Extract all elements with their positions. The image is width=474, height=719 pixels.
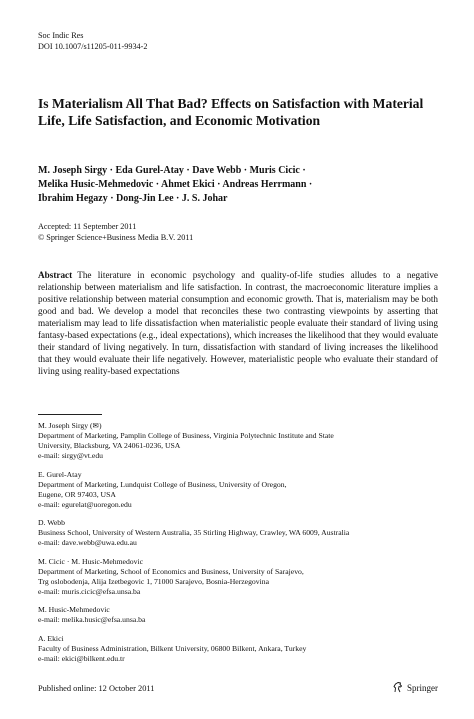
affiliation-name: M. Husic-Mehmedovic: [38, 605, 110, 614]
abstract-text: The literature in economic psychology and quality-of-life studies alludes to a negative relationship between materialism and life satisfaction. In contrast, the macroeconomic literature implies a positive relationship between material consumption and economic growth. That is, materialism may be both good and bad. We develop a model that reconciles these two contrasting viewpoints by asserting that materialism may lead to life dissatisfaction when materialistic people evaluate their standard of living using fantasy-based expectations (e.g., ideal expectations), which increases the likelihood that they would evaluate their standard of living negatively. In turn, dissatisfaction with standard of living increases the likelihood that they would evaluate their life negatively. However, materialistic people who evaluate their standard of living using reality-based expectations: [38, 270, 438, 376]
affiliation-line: Faculty of Business Administration, Bilkent University, 06800 Bilkent, Ankara, Turkey: [38, 643, 307, 653]
journal-header: [38, 30, 147, 52]
affiliation-line: Eugene, OR 97403, USA: [38, 489, 116, 499]
abstract-label: Abstract: [38, 270, 73, 280]
affiliation-line: Department of Marketing, Pamplin College of Business, Virginia Polytechnic Institute and State: [38, 431, 334, 440]
affiliation-name: M. Cicic · M. Husic-Mehmedovic: [38, 556, 144, 566]
affiliation-email[interactable]: e-mail: egurelat@uoregon.edu: [38, 499, 132, 509]
affiliation-name: D. Webb: [38, 518, 65, 527]
published-online: Published online: 12 October 2011: [38, 684, 155, 693]
affiliation: [38, 605, 438, 625]
affiliation: [38, 518, 438, 548]
affiliations: [38, 421, 438, 672]
affiliation-email[interactable]: e-mail: sirgy@vt.edu: [38, 451, 104, 460]
author-line: M. Joseph Sirgy · Eda Gurel-Atay · Dave Webb · Muris Cicic ·: [38, 165, 306, 176]
affiliation-line: Department of Marketing, Lundquist College of Business, University of Oregon,: [38, 479, 287, 489]
affiliation-line: Department of Marketing, School of Economics and Business, University of Sarajevo,: [38, 566, 304, 576]
affiliation: [38, 421, 438, 461]
author-line: Melika Husic-Mehmedovic · Ahmet Ekici · Andreas Herrmann ·: [38, 179, 313, 190]
affiliation: [38, 470, 438, 510]
author-line: Ibrahim Hegazy · Dong-Jin Lee · J. S. Johar: [38, 193, 228, 204]
affiliation-email[interactable]: e-mail: muris.cicic@efsa.unsa.ba: [38, 586, 141, 596]
copyright-notice: © Springer Science+Business Media B.V. 2011: [38, 233, 194, 242]
article-title: Is Materialism All That Bad? Effects on Satisfaction with Material Life, Life Satisfaction, and Economic Motivation: [38, 96, 424, 128]
affiliation: [38, 557, 438, 597]
affiliation-email[interactable]: e-mail: dave.webb@uwa.edu.au: [38, 538, 137, 547]
author-list: [38, 164, 438, 206]
publisher-mark: [392, 681, 438, 696]
affiliation: [38, 634, 438, 664]
affiliation-line: Trg oslobodenja, Alija Izetbegovic 1, 71000 Sarajevo, Bosnia-Herzegovina: [38, 576, 270, 586]
footnote-divider: [38, 414, 102, 415]
affiliation-email[interactable]: e-mail: ekici@bilkent.edu.tr: [38, 653, 125, 663]
affiliation-line: Business School, University of Western Australia, 35 Stirling Highway, Crawley, WA 6009, Australia: [38, 528, 350, 537]
affiliation-email[interactable]: e-mail: melika.husic@efsa.unsa.ba: [38, 615, 146, 624]
abstract: [38, 269, 438, 377]
publisher-name: Springer: [407, 683, 438, 693]
doi: DOI 10.1007/s11205-011-9934-2: [38, 42, 148, 51]
affiliation-line: University, Blacksburg, VA 24061-0236, USA: [38, 441, 181, 450]
affiliation-name: A. Ekici: [38, 633, 64, 643]
article-dates: [38, 221, 193, 243]
journal-name: Soc Indic Res: [38, 31, 84, 40]
affiliation-name: M. Joseph Sirgy (✉): [38, 421, 102, 430]
affiliation-name: E. Gurel-Atay: [38, 469, 82, 479]
accepted-date: Accepted: 11 September 2011: [38, 222, 137, 231]
springer-horse-icon: [392, 681, 404, 696]
